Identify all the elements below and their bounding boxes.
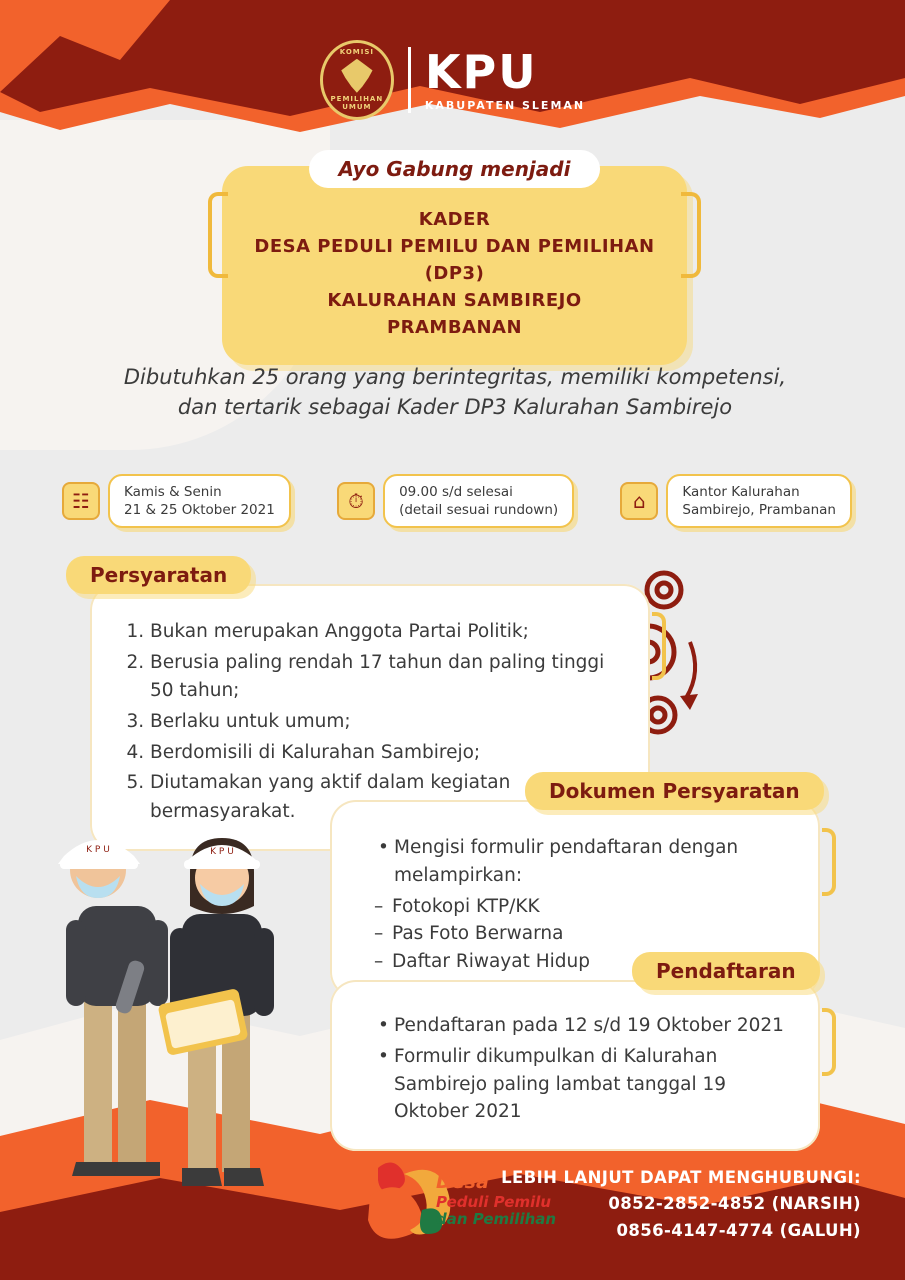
pendaftaran-label: Pendaftaran [632, 952, 820, 990]
contact-block [501, 1165, 861, 1244]
kpu-brand: KPU [424, 44, 538, 99]
man-figure [58, 840, 168, 1176]
chip-time-line2: (detail sesuai rundown) [399, 502, 559, 519]
list-item: • Pendaftaran pada 12 s/d 19 Oktober 2021 [378, 1012, 792, 1040]
list-item: – Pas Foto Berwarna [392, 920, 792, 948]
list-item: 1. Bukan merupakan Anggota Partai Politik; [150, 618, 620, 647]
chip-time [337, 474, 574, 528]
dokumen-list [358, 834, 792, 890]
pendaftaran-panel-deco [822, 1008, 836, 1076]
pendaftaran-list [358, 1012, 792, 1126]
list-item: • Mengisi formulir pendaftaran dengan melampirkan: [378, 834, 792, 890]
chip-time-line1: 09.00 s/d selesai [399, 484, 513, 500]
svg-text:K P U: K P U [210, 847, 234, 857]
list-item: • Formulir dikumpulkan di Kalurahan Sambirejo paling lambat tanggal 19 Oktober 2021 [378, 1043, 792, 1126]
woman-figure [157, 838, 274, 1186]
title-line-3: KALURAHAN SAMBIREJO [327, 290, 582, 311]
kpu-subbrand: KABUPATEN SLEMAN [424, 98, 586, 112]
title-line-4: PRAMBANAN [386, 317, 523, 338]
title-block [222, 157, 687, 365]
building-icon: ⌂ [620, 482, 658, 520]
stopwatch-icon: ⏱ [337, 482, 375, 520]
info-chip-row [62, 474, 852, 528]
chip-venue-line2: Sambirejo, Prambanan [682, 502, 836, 519]
title-line-2: DESA PEDULI PEMILU DAN PEMILIHAN (DP3) [254, 236, 655, 284]
chip-date [62, 474, 291, 528]
title-card [222, 157, 687, 365]
persyaratan-panel-deco [652, 612, 666, 680]
garuda-icon [340, 59, 374, 93]
emblem-top-text: KOMISI [339, 48, 375, 57]
list-item: 4. Berdomisili di Kalurahan Sambirejo; [150, 739, 620, 768]
contact-phone-2: 0856-4147-4774 (GALUH) [616, 1220, 861, 1240]
dokumen-panel-deco [822, 828, 836, 896]
dp3-line3: dan Pemilihan [436, 1209, 557, 1228]
chip-venue-line1: Kantor Kalurahan [682, 484, 800, 500]
persyaratan-label: Persyaratan [66, 556, 251, 594]
dp3-line1: Desa [436, 1170, 489, 1193]
chip-venue-text [666, 474, 852, 528]
list-item: 2. Berusia paling rendah 17 tahun dan paling tinggi 50 tahun; [150, 649, 620, 706]
chip-date-text [108, 474, 291, 528]
intro-paragraph: Dibutuhkan 25 orang yang berintegritas, memiliki kompetensi, dan tertarik sebagai Kader DP3 Kalurahan Sambirejo [123, 365, 787, 420]
list-item: 5. Diutamakan yang aktif dalam kegiatan bermasyarakat. [150, 769, 620, 826]
title-pill: Ayo Gabung menjadi [309, 150, 601, 188]
people-illustration [36, 810, 306, 1230]
header [0, 30, 905, 130]
list-item: – Fotokopi KTP/KK [392, 893, 792, 921]
kpu-emblem-icon [320, 40, 394, 120]
header-divider [408, 47, 411, 113]
pendaftaran-panel [330, 980, 820, 1151]
svg-text:K P U: K P U [86, 845, 110, 855]
calendar-icon: ☷ [62, 482, 100, 520]
chip-date-line1: Kamis & Senin [124, 484, 222, 500]
dp3-line2: Peduli Pemilu [436, 1192, 552, 1211]
contact-phone-1: 0852-2852-4852 (NARSIH) [608, 1194, 861, 1214]
chip-date-line2: 21 & 25 Oktober 2021 [124, 502, 275, 519]
dokumen-label: Dokumen Persyaratan [525, 772, 824, 810]
contact-title: LEBIH LANJUT DAPAT MENGHUBUNGI: [501, 1167, 861, 1187]
chip-venue [620, 474, 852, 528]
list-item: – Daftar Riwayat Hidup [392, 948, 792, 976]
emblem-bottom-text: PEMILIHAN UMUM [330, 94, 384, 112]
chip-time-text [383, 474, 574, 528]
title-line-1: KADER [418, 209, 491, 230]
list-item: 3. Berlaku untuk umum; [150, 708, 620, 737]
kpu-wordmark [424, 44, 586, 112]
